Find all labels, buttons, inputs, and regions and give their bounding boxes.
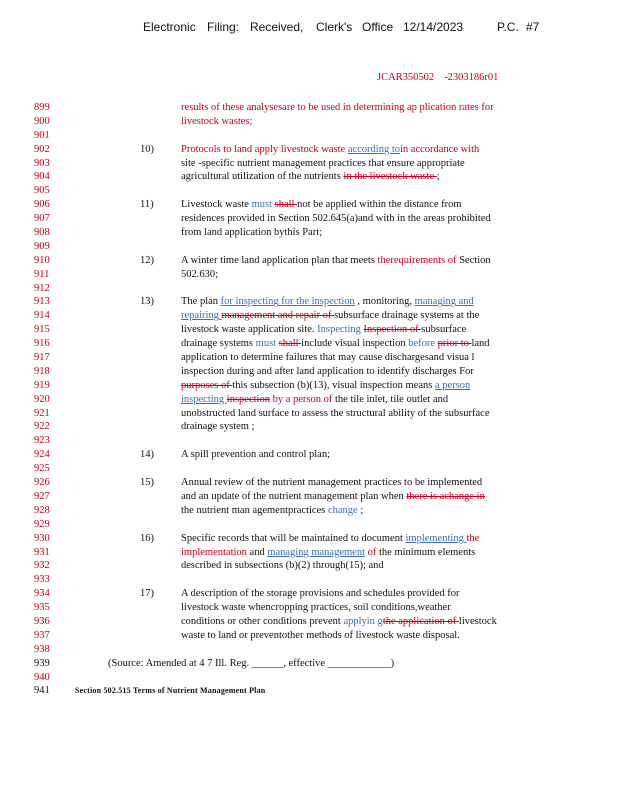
inserted-text: managing and	[414, 296, 474, 308]
text-run: 502.630;	[181, 268, 219, 280]
line-number: 938	[34, 643, 50, 655]
numbered-line	[0, 643, 618, 657]
line-number: 904	[34, 171, 50, 183]
line-number: 910	[34, 254, 50, 266]
numbered-line	[0, 129, 618, 143]
line-text	[181, 226, 322, 240]
revision-code: -2303186r01	[444, 72, 499, 83]
text-run: waste to land or preventother methods of livestock waste disposal.	[181, 629, 460, 641]
text-run: , monitoring,	[354, 296, 415, 308]
header-electronic: Electronic	[143, 20, 196, 34]
text-run: residences provided in Section 502.645(a)and with in the areas prohibited	[181, 213, 491, 225]
numbered-line	[0, 157, 618, 171]
text-run: subsurface	[421, 324, 467, 336]
numbered-line	[0, 198, 618, 212]
numbered-line	[0, 629, 618, 643]
line-text	[181, 379, 470, 393]
text-run: subsurface drainage systems at the	[334, 310, 480, 322]
numbered-line	[0, 393, 618, 407]
line-text	[181, 157, 465, 171]
numbered-line	[0, 587, 618, 601]
text-run: the nutrient man agementpractices	[181, 504, 328, 516]
numbered-line	[0, 532, 618, 546]
line-number: 909	[34, 240, 50, 252]
line-number: 934	[34, 588, 50, 600]
line-number: 930	[34, 532, 50, 544]
line-number: 901	[34, 129, 50, 141]
line-text	[181, 532, 479, 546]
header-office: Office	[362, 20, 394, 34]
line-number: 902	[34, 143, 50, 155]
item-number: 11)	[140, 199, 154, 211]
numbered-line	[0, 462, 618, 476]
line-number: 939	[34, 657, 50, 669]
line-text	[181, 212, 491, 226]
jcar-number: JCAR350502	[377, 72, 435, 83]
numbered-line	[0, 282, 618, 296]
line-text	[181, 170, 440, 184]
text-run: livestock	[458, 615, 497, 627]
numbered-line	[0, 559, 618, 573]
text-run: in accordance with	[400, 143, 480, 155]
line-text	[181, 143, 479, 157]
line-text	[181, 337, 490, 351]
text-run: (Source: Amended at 4 7 Ill. Reg. ______, effective ____________)	[108, 657, 395, 669]
line-number: 937	[34, 629, 50, 641]
numbered-line	[0, 518, 618, 532]
numbered-line	[0, 337, 618, 351]
line-number: 905	[34, 185, 50, 197]
inserted-text: for inspecting for the inspection	[220, 296, 355, 308]
line-number: 914	[34, 310, 50, 322]
line-number: 927	[34, 490, 50, 502]
header-pc: P.C.	[497, 20, 519, 34]
numbered-line	[0, 448, 618, 462]
text-run: therequirements of	[377, 254, 460, 266]
text-run: livestock wastes;	[181, 115, 253, 127]
numbered-line	[0, 115, 618, 129]
line-text	[181, 420, 254, 434]
line-number: 936	[34, 615, 50, 627]
header-date: 12/14/2023	[403, 20, 464, 34]
deleted-text: Inspection of	[363, 324, 422, 336]
numbered-line	[0, 268, 618, 282]
document-body	[0, 101, 618, 698]
text-run: Section 502.515 Terms of Nutrient Management Plan	[75, 686, 266, 696]
text-run: and an update of the nutrient management plan when	[181, 490, 407, 502]
line-number: 903	[34, 157, 50, 169]
inserted-text: managing management	[267, 546, 366, 558]
numbered-line	[0, 254, 618, 268]
text-run: described in subsections (b)(2) through(15); and	[181, 560, 384, 572]
line-text	[181, 559, 384, 573]
numbered-line	[0, 504, 618, 518]
header-clerks: Clerk's	[316, 20, 353, 34]
text-run: change	[327, 504, 358, 516]
item-number: 15)	[140, 477, 154, 489]
deleted-text: in the livestock waste	[343, 171, 437, 183]
line-text	[181, 393, 448, 407]
deleted-text: shall	[274, 199, 298, 211]
text-run: Section	[459, 254, 491, 266]
section-heading	[75, 684, 265, 698]
numbered-line	[0, 671, 618, 685]
text-run: must	[255, 338, 279, 350]
line-number: 917	[34, 352, 50, 364]
text-run: the minimum elements	[379, 546, 476, 558]
line-number: 923	[34, 435, 50, 447]
line-text	[181, 351, 474, 365]
line-text	[181, 629, 460, 643]
line-number: 921	[34, 407, 50, 419]
line-number: 912	[34, 282, 50, 294]
text-run: before	[408, 338, 438, 350]
line-text	[181, 615, 497, 629]
text-run: livestock waste whencropping practices, soil conditions,weather	[181, 602, 451, 614]
text-run: drainage system ;	[181, 421, 255, 433]
header-filing: Filing:	[207, 20, 240, 34]
line-text	[181, 546, 475, 560]
line-text	[181, 295, 474, 309]
line-number: 919	[34, 379, 50, 391]
text-run: this subsection (b)(13), visual inspection means	[232, 379, 436, 391]
numbered-line	[0, 684, 618, 698]
item-number: 17)	[140, 588, 154, 600]
line-text	[181, 448, 330, 462]
text-run: A winter time land application plan that meets	[181, 254, 378, 266]
line-number: 928	[34, 504, 50, 516]
deleted-text: the application of	[382, 615, 459, 627]
item-number: 10)	[140, 143, 154, 155]
line-number: 899	[34, 102, 50, 113]
deleted-text: management and repair of	[221, 310, 335, 322]
text-run: ;	[436, 171, 440, 183]
text-run: site -specific nutrient management practices that ensure appropriate	[181, 157, 465, 169]
line-text	[181, 365, 474, 379]
text-run: The plan	[181, 296, 221, 308]
text-run: must	[251, 199, 275, 211]
item-number: 16)	[140, 532, 154, 544]
text-run: Inspecting	[317, 324, 364, 336]
numbered-line	[0, 240, 618, 254]
numbered-line	[0, 143, 618, 157]
line-number: 940	[34, 671, 50, 683]
line-text	[181, 407, 490, 421]
text-run: Annual review of the nutrient management practices to be implemented	[181, 477, 483, 489]
source-note	[108, 657, 394, 671]
text-run: A description of the storage provisions and schedules provided for	[181, 588, 460, 600]
line-number: 932	[34, 560, 50, 572]
line-number: 935	[34, 602, 50, 614]
line-number: 924	[34, 449, 50, 461]
numbered-line	[0, 657, 618, 671]
line-text	[181, 268, 218, 282]
text-run: applyin g	[343, 615, 383, 627]
line-text	[181, 476, 482, 490]
header-pc-number: #7	[526, 20, 540, 34]
numbered-line	[0, 309, 618, 323]
numbered-line	[0, 379, 618, 393]
document-id	[377, 72, 508, 83]
numbered-line	[0, 407, 618, 421]
inserted-text: repairing	[181, 310, 222, 322]
line-text	[181, 101, 494, 115]
text-run: A spill prevention and control plan;	[181, 449, 331, 461]
line-number: 941	[34, 685, 50, 697]
line-number: 922	[34, 421, 50, 433]
line-text	[181, 115, 252, 129]
numbered-line	[0, 170, 618, 184]
inserted-text: a person	[435, 379, 471, 391]
text-run: conditions or other conditions prevent	[181, 615, 344, 627]
inserted-text: according to	[347, 143, 400, 155]
deleted-text: purposes of	[181, 379, 233, 391]
numbered-line	[0, 546, 618, 560]
numbered-line	[0, 351, 618, 365]
deleted-text: inspection	[226, 393, 270, 405]
line-number: 908	[34, 227, 50, 239]
inserted-text: implementing	[405, 532, 467, 544]
text-run: Specific records that will be maintained to document	[181, 532, 406, 544]
line-text	[181, 587, 459, 601]
numbered-line	[0, 295, 618, 309]
line-text	[181, 198, 462, 212]
text-run: unobstructed land surface to assess the structural ability of the subsurface	[181, 407, 490, 419]
text-run: livestock waste application site.	[181, 324, 318, 336]
text-run: implementation	[181, 546, 250, 558]
line-number: 913	[34, 296, 50, 308]
item-number: 14)	[140, 449, 154, 461]
text-run: Protocols to land apply livestock waste	[181, 143, 348, 155]
text-run: and	[249, 546, 268, 558]
numbered-line	[0, 365, 618, 379]
numbered-line	[0, 226, 618, 240]
line-number: 911	[34, 268, 50, 280]
text-run: drainage systems	[181, 338, 256, 350]
text-run: inspection during and after land application to identify discharges For	[181, 365, 474, 377]
numbered-line	[0, 490, 618, 504]
line-number: 915	[34, 324, 50, 336]
line-number: 900	[34, 115, 50, 127]
line-number: 920	[34, 393, 50, 405]
text-run: the	[466, 532, 480, 544]
text-run: of	[367, 546, 380, 558]
numbered-line	[0, 323, 618, 337]
numbered-line	[0, 573, 618, 587]
line-text	[181, 490, 485, 504]
text-run: by a person of	[269, 393, 335, 405]
text-run: application to determine failures that may cause dischargesand visua l	[181, 352, 475, 364]
line-text	[181, 504, 363, 518]
numbered-line	[0, 601, 618, 615]
item-number: 13)	[140, 296, 154, 308]
line-number: 929	[34, 518, 50, 530]
text-run: include visual inspection	[301, 338, 409, 350]
text-run: the tile inlet, tile outlet and	[335, 393, 449, 405]
header-received: Received,	[250, 20, 304, 34]
item-number: 12)	[140, 254, 154, 266]
line-number: 918	[34, 365, 50, 377]
text-run: Livestock waste	[181, 199, 252, 211]
line-text	[181, 254, 491, 268]
deleted-text: there is achange in	[406, 490, 485, 502]
text-run: not be applied within the distance from	[297, 199, 462, 211]
text-run: agricultural utilization of the nutrients	[181, 171, 344, 183]
text-run: ;	[357, 504, 364, 516]
deleted-text: prior to	[437, 338, 472, 350]
numbered-line	[0, 212, 618, 226]
text-run: results of these analysesare to be used in determining ap plication rates for	[181, 102, 494, 113]
numbered-line	[0, 101, 618, 115]
numbered-line	[0, 184, 618, 198]
numbered-line	[0, 615, 618, 629]
text-run: from land application bythis Part;	[181, 227, 323, 239]
line-number: 906	[34, 199, 50, 211]
line-number: 931	[34, 546, 50, 558]
line-number: 926	[34, 477, 50, 489]
deleted-text: shall	[278, 338, 302, 350]
numbered-line	[0, 434, 618, 448]
numbered-line	[0, 420, 618, 434]
line-number: 933	[34, 574, 50, 586]
line-number: 925	[34, 463, 50, 475]
inserted-text: inspecting	[181, 393, 227, 405]
numbered-line	[0, 476, 618, 490]
line-text	[181, 601, 451, 615]
line-number: 916	[34, 338, 50, 350]
text-run: land	[471, 338, 490, 350]
line-number: 907	[34, 213, 50, 225]
line-text	[181, 323, 466, 337]
line-text	[181, 309, 479, 323]
